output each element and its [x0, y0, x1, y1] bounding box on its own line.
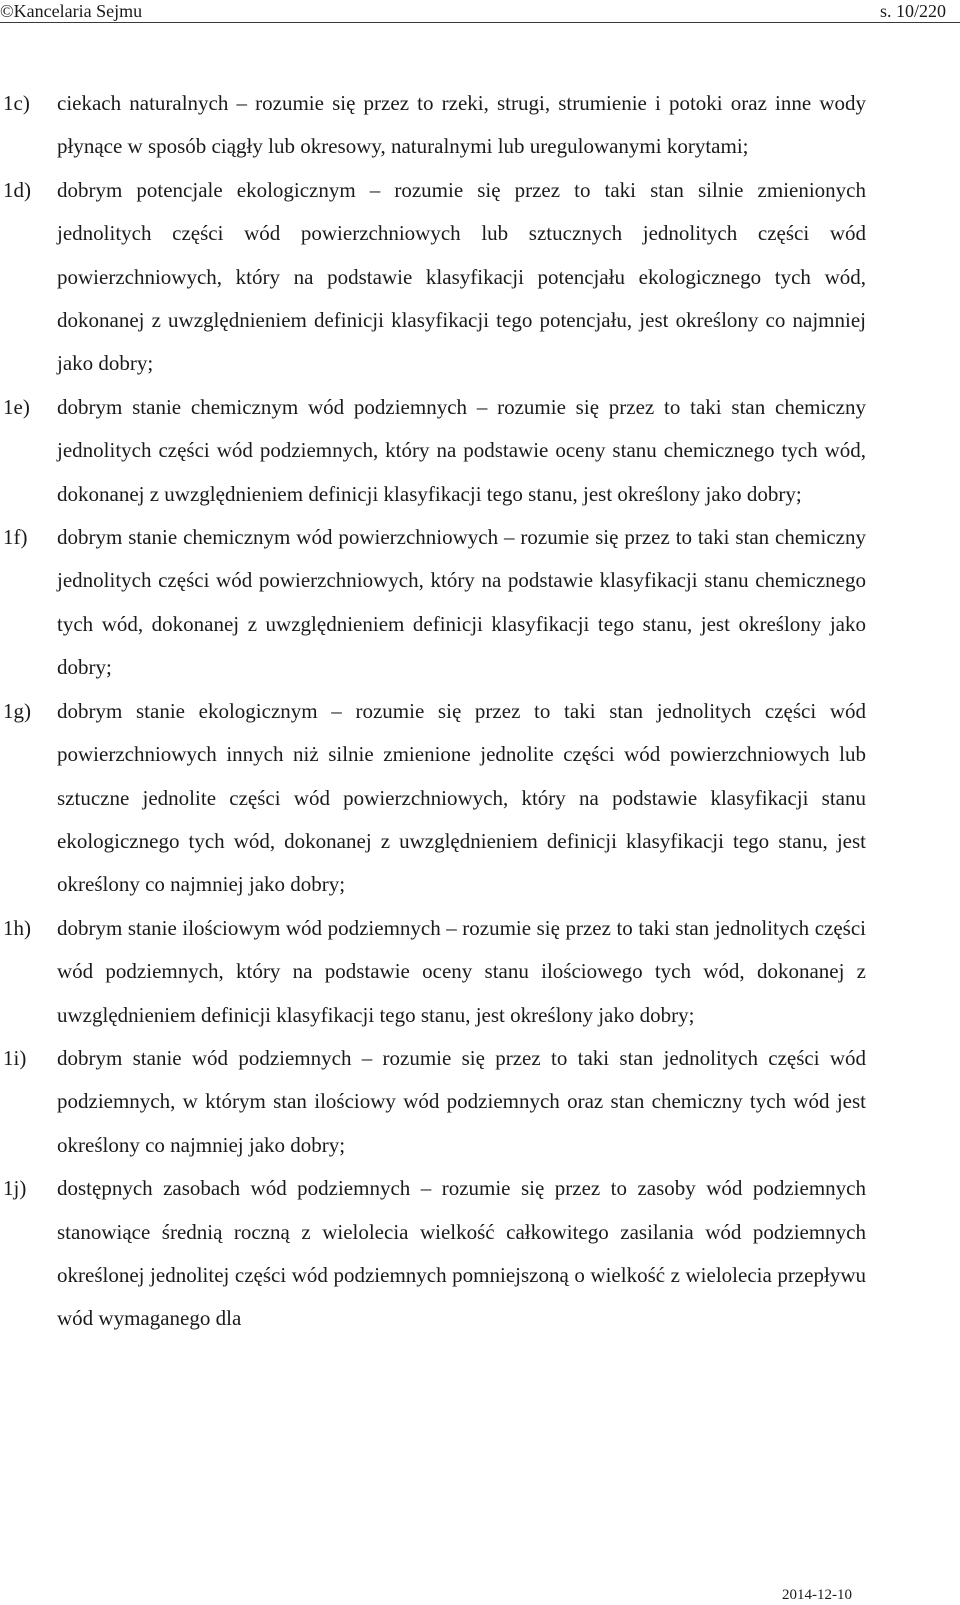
- definition-label: 1i): [3, 1045, 27, 1070]
- definition-text: dobrym potencjale ekologicznym – rozumie się przez to taki stan silnie zmienionych jednolitych części wód powierzchniowych lub sztucznych jednolitych części wód powierzchniowych, który na podstawie klasyfikacji potencjału ekologicznego tych wód, dokonanej z uwzględnieniem definicji klasyfikacji tego potencjału, jest określony co najmniej jako dobry;: [57, 177, 866, 376]
- definition-text: dobrym stanie ekologicznym – rozumie się przez to taki stan jednolitych części wód powierzchniowych innych niż silnie zmienione jednolite części wód powierzchniowych lub sztuczne jednolite części wód powierzchniowych, który na podstawie klasyfikacji stanu ekologicznego tych wód, dokonanej z uwzględnieniem definicji klasyfikacji tego stanu, jest określony co najmniej jako dobry;: [57, 698, 866, 897]
- definition-item-1h: [0, 907, 960, 1037]
- definitions-list: [0, 82, 960, 1341]
- definition-label: 1g): [3, 698, 31, 723]
- definition-item-1f: [0, 516, 960, 690]
- header-source: ©Kancelaria Sejmu: [0, 1, 143, 21]
- definition-item-1c: [0, 82, 960, 169]
- definition-item-1j: [0, 1167, 960, 1341]
- page-number: s. 10/220: [879, 1, 946, 21]
- definition-item-1i: [0, 1037, 960, 1167]
- definition-text: dobrym stanie chemicznym wód podziemnych – rozumie się przez to taki stan chemiczny jednolitych części wód podziemnych, który na podstawie oceny stanu chemicznego tych wód, dokonanej z uwzględnieniem definicji klasyfikacji tego stanu, jest określony jako dobry;: [57, 394, 866, 506]
- definition-label: 1e): [3, 394, 30, 419]
- definition-label: 1d): [3, 177, 31, 202]
- footer-date: 2014-12-10: [782, 1587, 852, 1603]
- definition-label: 1f): [3, 525, 28, 550]
- definition-text: dostępnych zasobach wód podziemnych – rozumie się przez to zasoby wód podziemnych stanowiące średnią roczną z wielolecia wielkość całkowitego zasilania wód podziemnych określonej jednolitej części wód podziemnych pomniejszoną o wielkość z wielolecia przepływu wód wymaganego dla: [57, 1176, 866, 1331]
- definition-text: ciekach naturalnych – rozumie się przez to rzeki, strugi, strumienie i potoki oraz inne wody płynące w sposób ciągły lub okresowy, naturalnymi lub uregulowanymi korytami;: [57, 91, 866, 159]
- definition-text: dobrym stanie chemicznym wód powierzchniowych – rozumie się przez to taki stan chemiczny jednolitych części wód powierzchniowych, który na podstawie klasyfikacji stanu chemicznego tych wód, dokonanej z uwzględnieniem definicji klasyfikacji tego stanu, jest określony jako dobry;: [57, 525, 866, 680]
- definition-item-1g: [0, 690, 960, 907]
- definition-text: dobrym stanie ilościowym wód podziemnych – rozumie się przez to taki stan jednolitych części wód podziemnych, który na podstawie oceny stanu ilościowego tych wód, dokonanej z uwzględnieniem definicji klasyfikacji tego stanu, jest określony jako dobry;: [57, 915, 866, 1027]
- definition-label: 1j): [3, 1176, 27, 1201]
- definition-text: dobrym stanie wód podziemnych – rozumie się przez to taki stan jednolitych części wód podziemnych, w którym stan ilościowy wód podziemnych oraz stan chemiczny tych wód jest określony co najmniej jako dobry;: [57, 1045, 866, 1157]
- definition-item-1e: [0, 386, 960, 516]
- definition-label: 1h): [3, 915, 31, 940]
- definition-label: 1c): [3, 91, 30, 115]
- definition-item-1d: [0, 169, 960, 386]
- header-divider: [0, 22, 960, 23]
